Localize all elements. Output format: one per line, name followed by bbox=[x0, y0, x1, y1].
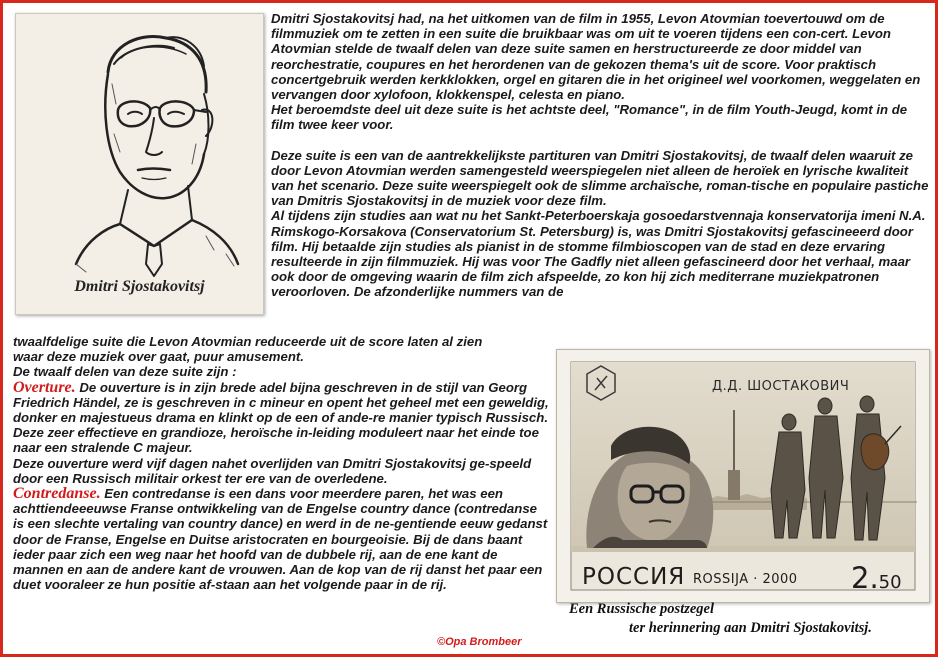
stamp-value-cents: 50 bbox=[878, 572, 902, 593]
paragraph-studies: Al tijdens zijn studies aan wat nu het Sankt-Peterboerskaja gosoedarstvennaja konservatorija imeni N.A. Rimskogo-Korsakova (Conservatorium St. Petersburg) is, was Dmitri Sjostakovitsj gefascineeerd door film. Hij betaalde zijn studies als pianist in de stomme filmbioscopen van de stad en deze ervaring resulteerde in zijn filmmuziek. Hij was voor The Gadfly niet alleen gefascineerd door het verhaal, maar ook door de omgeving waarin de film zich afspeelde, zo kon hij zich mediterrane muziekpatronen veroorloven. De afzonderlijke nummers van de bbox=[271, 208, 926, 300]
portrait-image bbox=[15, 13, 264, 315]
overture-section bbox=[13, 380, 551, 456]
postage-stamp bbox=[556, 349, 930, 603]
stamp-caption-line2: ter herinnering aan Dmitri Sjostakovitsj. bbox=[629, 620, 872, 636]
portrait-caption: Dmitri Sjostakovitsj bbox=[74, 278, 205, 295]
contredanse-heading: Contredanse. bbox=[13, 485, 101, 503]
stamp-name-label: Д.Д. ШОСТАКОВИЧ bbox=[712, 379, 850, 394]
overture-body: De ouverture is in zijn brede adel bijna geschreven in de stijl van Georg Friedrich Händel, ze is geschreven in c mineur en opent het geheel met een geweldig, donker en majestueus drama en klinkt op de een of ande-re manier typisch Russisch. Deze zeer effectieve en grandioze, heroïsche in-leiding moduleert naar het einde toe naar een stralende C majeur. bbox=[13, 379, 549, 456]
parts-text-block bbox=[13, 334, 551, 592]
contredanse-body: Een contredanse is een dans voor meerdere paren, het was een achttiendeeeuwse Franse ontwikkeling van de Engelse country dance (contredanse is een slechte vertaling van country dance) en werd in de ne-gentiende eeuw gedanst door de Franse, Engelse en Duitse aristocraten en bourgeoisie. Bij de dans baant ieder paar zich een weg naar het hoofd van de dubbele rij, aan de ene kant de mannen en aan de andere kant de vrouwen. Aan de kop van de rij danst het paar een duet vooraleer ze hun positie af-staan aan het volgende paar in de rij. bbox=[13, 486, 548, 593]
paragraph-attractive-scores: Deze suite is een van de aantrekkelijkste partituren van Dmitri Sjostakovitsj, de twaalf delen waaruit ze door Levon Atovmian werden samengesteld weerspiegelen niet alleen de heroïek en lyrische kwaliteit van het scenario. Deze suite weerspiegelt ook de slimme archaïsche, roman-tische en populaire pastiche van Dmitris Sjostakovitsj in de muziek voor deze film. bbox=[271, 147, 929, 209]
stamp-country-label: РОССИЯ bbox=[582, 564, 686, 590]
paragraph-continuation: twaalfdelige suite die Levon Atovmian reduceerde uit de score laten al zien waar deze muziek over gaat, puur amusement. bbox=[13, 334, 483, 365]
contredanse-section bbox=[13, 486, 551, 592]
portrait-sketch bbox=[16, 14, 263, 314]
stamp-country-latin-label: ROSSIJA · 2000 bbox=[693, 572, 798, 587]
parts-intro: De twaalf delen van deze suite zijn : bbox=[13, 364, 237, 380]
intro-text-block bbox=[271, 11, 933, 300]
stamp-value-main: 2. bbox=[851, 561, 879, 595]
paragraph-gap bbox=[271, 133, 933, 148]
copyright-label: ©Opa Brombeer bbox=[437, 636, 522, 648]
overture-body-2: Deze ouverture werd vijf dagen nahet overlijden van Dmitri Sjostakovitsj ge-speeld door een Russisch militair orkest ter ere van de overledene. bbox=[13, 455, 532, 486]
stamp-value bbox=[851, 561, 902, 595]
stamp-caption-line1: Een Russische postzegel bbox=[569, 601, 715, 617]
paragraph-romance: Het beroemdste deel uit deze suite is het achtste deel, "Romance", in de film Youth-Jeugd, komt in de film twee keer voor. bbox=[271, 102, 908, 133]
overture-heading: Overture. bbox=[13, 378, 76, 396]
paragraph-suite-origin: Dmitri Sjostakovitsj had, na het uitkomen van de film in 1955, Levon Atovmian toevertouwd om de filmmuziek om te zetten in een suite die bruikbaar was om uit te voeren tijdens een con-cert. Levon Atovmian stelde de twaalf delen van deze suite samen en herstructureerde ze door middel van reorchestratie, coupures en het herordenen van de gekozen thema's uit de score. Voor praktisch concertgebruik werden kerkklokken, orgel en gitaren die in het origineel wel voorkomen, weggelaten en vervangen door xylofoon, klokkenspel, celesta en piano. bbox=[271, 11, 921, 103]
